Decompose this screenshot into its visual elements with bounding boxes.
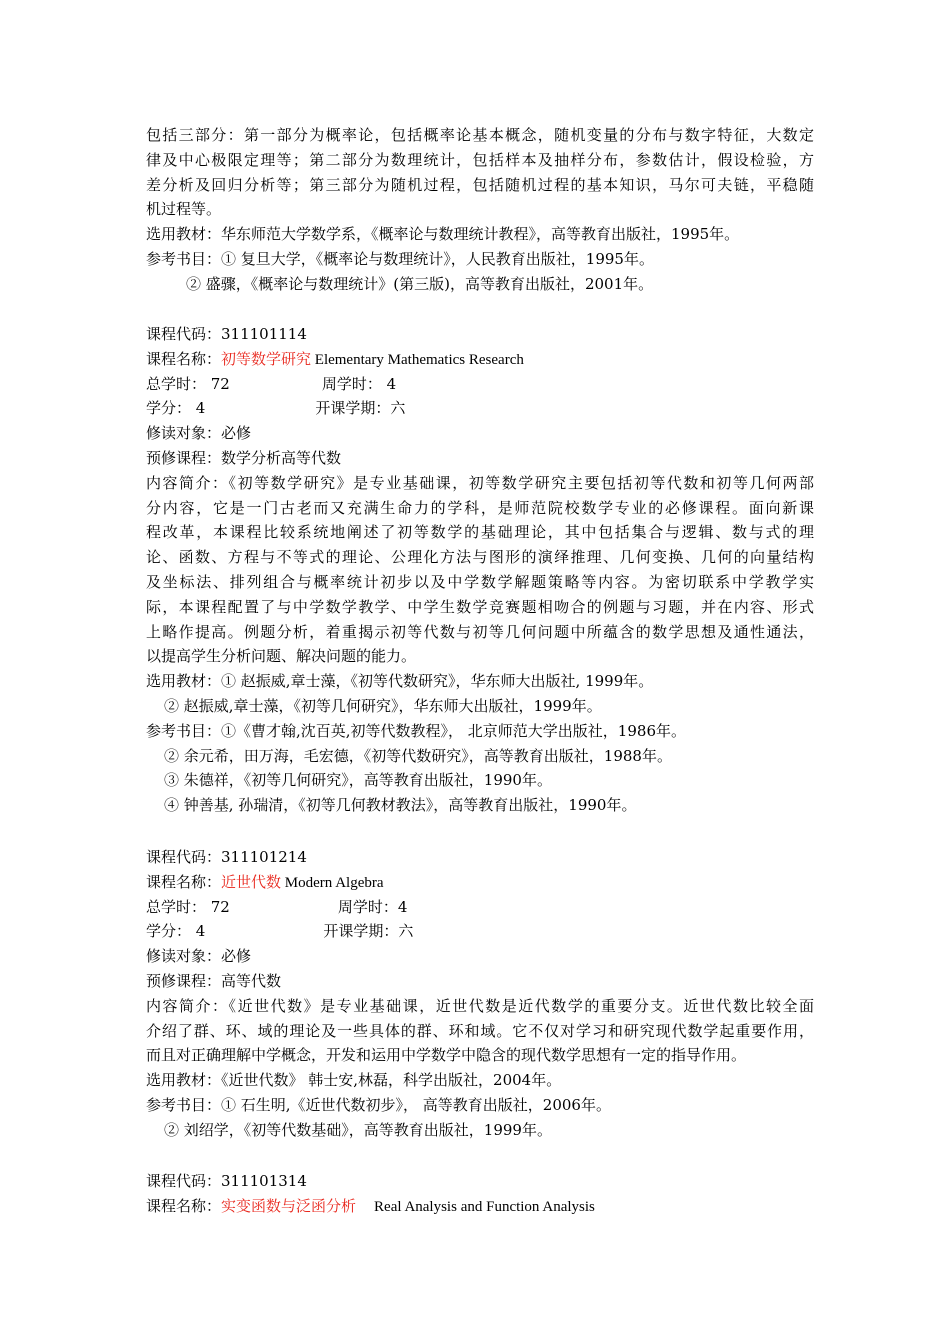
- paragraph-line: 机过程等。: [146, 200, 222, 219]
- description-line: 介绍了群、环、域的理论及一些具体的群、环和域。它不仅对学习和研究现代数学起重要作用，: [146, 1021, 814, 1040]
- textbook-line: 选用教材：华东师范大学数学系，《概率论与数理统计教程》，高等教育出版社，1995年。: [146, 225, 740, 244]
- description-line: 论、函数、方程与不等式的理论、公理化方法与图形的演绎推理、几何变换、几何的向量结构: [146, 548, 814, 567]
- course-name-cn: 实变函数与泛函分析: [221, 1196, 357, 1215]
- description-line: 及坐标法、排列组合与概率统计初步以及中学数学解题策略等内容。为密切联系中学教学实: [146, 572, 814, 591]
- reference-line: ② 余元希，田万海，毛宏德，《初等代数研究》，高等教育出版社，1988年。: [164, 746, 672, 765]
- course-name-cn: 近世代数: [221, 872, 282, 891]
- course-code: 课程代码：311101314: [146, 1172, 307, 1190]
- credits: 学分： 4: [146, 399, 206, 418]
- weekly-hours: 周学时： 4: [321, 374, 397, 393]
- course-code: 课程代码：311101114: [146, 325, 307, 343]
- course-name: [146, 347, 814, 372]
- probability-course-tail: [146, 123, 814, 297]
- course-name-cn: 初等数学研究: [221, 349, 312, 368]
- paragraph-line: 包括三部分：第一部分为概率论，包括概率论基本概念，随机变量的分布与数字特征，大数定: [146, 126, 814, 144]
- description-line: 上略作提高。例题分析，着重揭示初等代数与初等几何问题中所蕴含的数学思想及通性通法，: [146, 622, 814, 641]
- credits-line: [146, 919, 814, 944]
- course-name-en: Real Analysis and Function Analysis: [374, 1198, 595, 1215]
- reference-line: 参考书目：① 复旦大学，《概率论与数理统计》，人民教育出版社，1995年。: [146, 249, 654, 268]
- audience: 修读对象：必修: [146, 947, 252, 966]
- course-name-label: 课程名称：: [146, 872, 222, 891]
- description-line: 分内容，它是一门古老而又充满生命力的学科，是师范院校数学专业的必修课程。面向新课: [146, 498, 814, 517]
- total-hours: 总学时： 72: [146, 897, 230, 916]
- description-line: 内容简介：《初等数学研究》是专业基础课，初等数学研究主要包括初等代数和初等几何两部: [146, 473, 814, 492]
- description-line: 以提高学生分析问题、解决问题的能力。: [146, 647, 417, 666]
- description-line: 而且对正确理解中学概念，开发和运用中学数学中隐含的现代数学思想有一定的指导作用。: [146, 1046, 747, 1065]
- course-entry-elementary-math: [146, 322, 814, 818]
- semester: 开课学期：六: [315, 399, 406, 418]
- hours-line: [146, 372, 814, 397]
- description-line: 内容简介：《近世代数》是专业基础课，近世代数是近代数学的重要分支。近世代数比较全面: [146, 996, 814, 1015]
- course-entry-real-analysis: [146, 1169, 814, 1219]
- weekly-hours: 周学时：4: [337, 897, 408, 916]
- paragraph-line: 律及中心极限定理等；第二部分为数理统计，包括样本及抽样分布，参数估计，假设检验，方: [146, 150, 814, 169]
- reference-line: ③ 朱德祥，《初等几何研究》，高等教育出版社，1990年。: [164, 771, 552, 790]
- reference-line: 参考书目：①《曹才翰,沈百英,初等代数教程》， 北京师范大学出版社，1986年。: [146, 721, 686, 740]
- credits: 学分： 4: [146, 922, 206, 941]
- reference-line: 参考书目：① 石生明,《近世代数初步》， 高等教育出版社，2006年。: [146, 1095, 611, 1114]
- textbook-line: 选用教材：① 赵振威,章士藻，《初等代数研究》，华东师大出版社, 1999年。: [146, 672, 654, 691]
- hours-line: [146, 895, 814, 920]
- course-name: [146, 1194, 814, 1219]
- reference-line: ④ 钟善基, 孙瑞清，《初等几何教材教法》，高等教育出版社，1990年。: [164, 796, 637, 815]
- course-code: 课程代码：311101214: [146, 848, 307, 866]
- paragraph-line: 差分析及回归分析等；第三部分为随机过程，包括随机过程的基本知识，马尔可夫链，平稳随: [146, 175, 814, 194]
- audience: 修读对象：必修: [146, 424, 252, 443]
- reference-line: ② 刘绍学，《初等代数基础》，高等教育出版社，1999年。: [164, 1120, 552, 1139]
- course-entry-modern-algebra: [146, 845, 814, 1143]
- semester: 开课学期：六: [323, 922, 414, 941]
- course-name-label: 课程名称：: [146, 349, 222, 368]
- reference-line: ② 盛骤，《概率论与数理统计》(第三版)，高等教育出版社，2001年。: [186, 274, 654, 293]
- textbook-line: ② 赵振威,章士藻，《初等几何研究》，华东师大出版社，1999年。: [164, 696, 602, 715]
- textbook-line: 选用教材：《近世代数》 韩士安,林磊，科学出版社，2004年。: [146, 1071, 562, 1090]
- description-line: 际，本课程配置了与中学数学教学、中学生数学竞赛题相吻合的例题与习题，并在内容、形式: [146, 597, 814, 616]
- credits-line: [146, 396, 814, 421]
- description-line: 程改革，本课程比较系统地阐述了初等数学的基础理论，其中包括集合与逻辑、数与式的理: [146, 523, 814, 542]
- total-hours: 总学时： 72: [146, 374, 230, 393]
- course-name-en: Modern Algebra: [281, 874, 384, 891]
- course-name-label: 课程名称：: [146, 1196, 222, 1215]
- course-name-en: Elementary Mathematics Research: [311, 351, 524, 368]
- prerequisite: 预修课程：数学分析高等代数: [146, 448, 342, 467]
- prerequisite: 预修课程：高等代数: [146, 971, 282, 990]
- course-name: [146, 870, 814, 895]
